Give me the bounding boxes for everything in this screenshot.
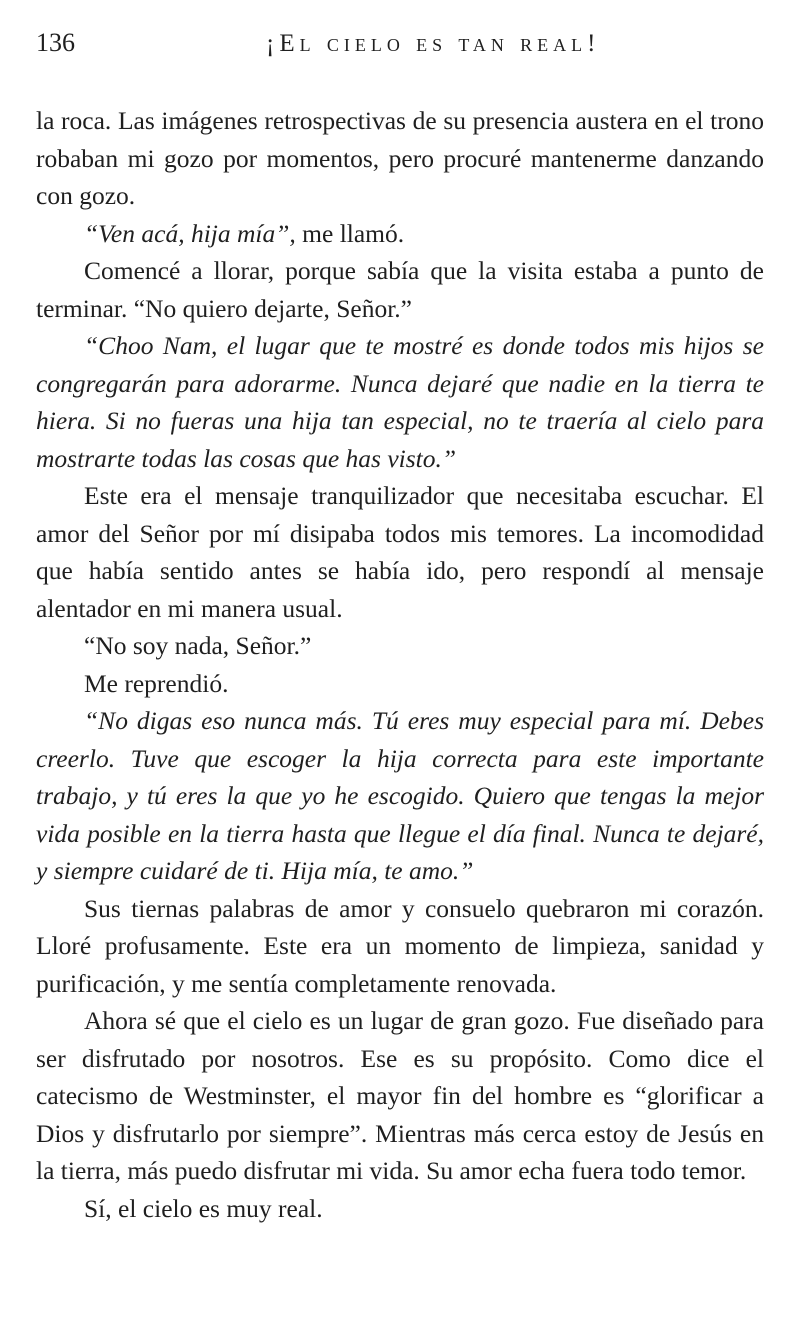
quote-paragraph-1: “Choo Nam, el lugar que te mostré es donde todos mis hijos se congregarán para adorarme. Nunca dejaré que nadie en la tierra te hiera. Si no fueras una hija tan especial, no te traería al cielo para mostrarte todas las cosas que has visto.” xyxy=(36,331,764,473)
paragraph-2 xyxy=(36,215,764,253)
paragraph-1: la roca. Las imágenes retrospectivas de su presencia austera en el trono robaban mi gozo por momentos, pero procuré mantenerme danzando con gozo. xyxy=(36,106,764,210)
paragraph-11: Sí, el cielo es muy real. xyxy=(84,1193,323,1223)
paragraph-6: “No soy nada, Señor.” xyxy=(84,631,312,660)
running-title: ¡El cielo es tan real! xyxy=(266,30,601,57)
paragraph-2-tail: me llamó. xyxy=(295,218,405,248)
paragraph-5: Este era el mensaje tranquilizador que necesitaba escuchar. El amor del Señor por mí disipaba todos mis temores. La incomodidad que había sentido antes se había ido, pero respondí al mensaje alentador en mi manera usual. xyxy=(36,481,764,623)
paragraph-7: Me reprendió. xyxy=(84,668,229,698)
quote-paragraph-2: “No digas eso nunca más. Tú eres muy especial para mí. Debes creerlo. Tuve que escoger la hija correcta para este importante trabajo, y tú eres la que yo he escogido. Quiero que tengas la mejor vida posible en la tierra hasta que llegue el día final. Nunca te dejaré, y siempre cuidaré de ti. Hija mía, te amo.” xyxy=(36,706,764,885)
page-header xyxy=(36,28,764,64)
paragraph-3: Comencé a llorar, porque sabía que la visita estaba a punto de terminar. “No quiero dejarte, Señor.” xyxy=(36,256,764,323)
page-number: 136 xyxy=(36,28,75,57)
paragraph-10: Ahora sé que el cielo es un lugar de gran gozo. Fue diseñado para ser disfrutado por nosotros. Ese es su propósito. Como dice el catecismo de Westminster, el mayor fin del hombre es “glorificar a Dios y disfrutarlo por siempre”. Mientras más cerca estoy de Jesús en la tierra, más puedo disfrutar mi vida. Su amor echa fuera todo temor. xyxy=(36,1006,764,1185)
body-text xyxy=(36,102,764,1227)
paragraph-9: Sus tiernas palabras de amor y consuelo quebraron mi corazón. Lloré profusamente. Este era un momento de limpieza, sanidad y purificación, y me sentía completamente renovada. xyxy=(36,893,764,998)
quote-ven-aca: “Ven acá, hija mía”, xyxy=(84,218,296,248)
